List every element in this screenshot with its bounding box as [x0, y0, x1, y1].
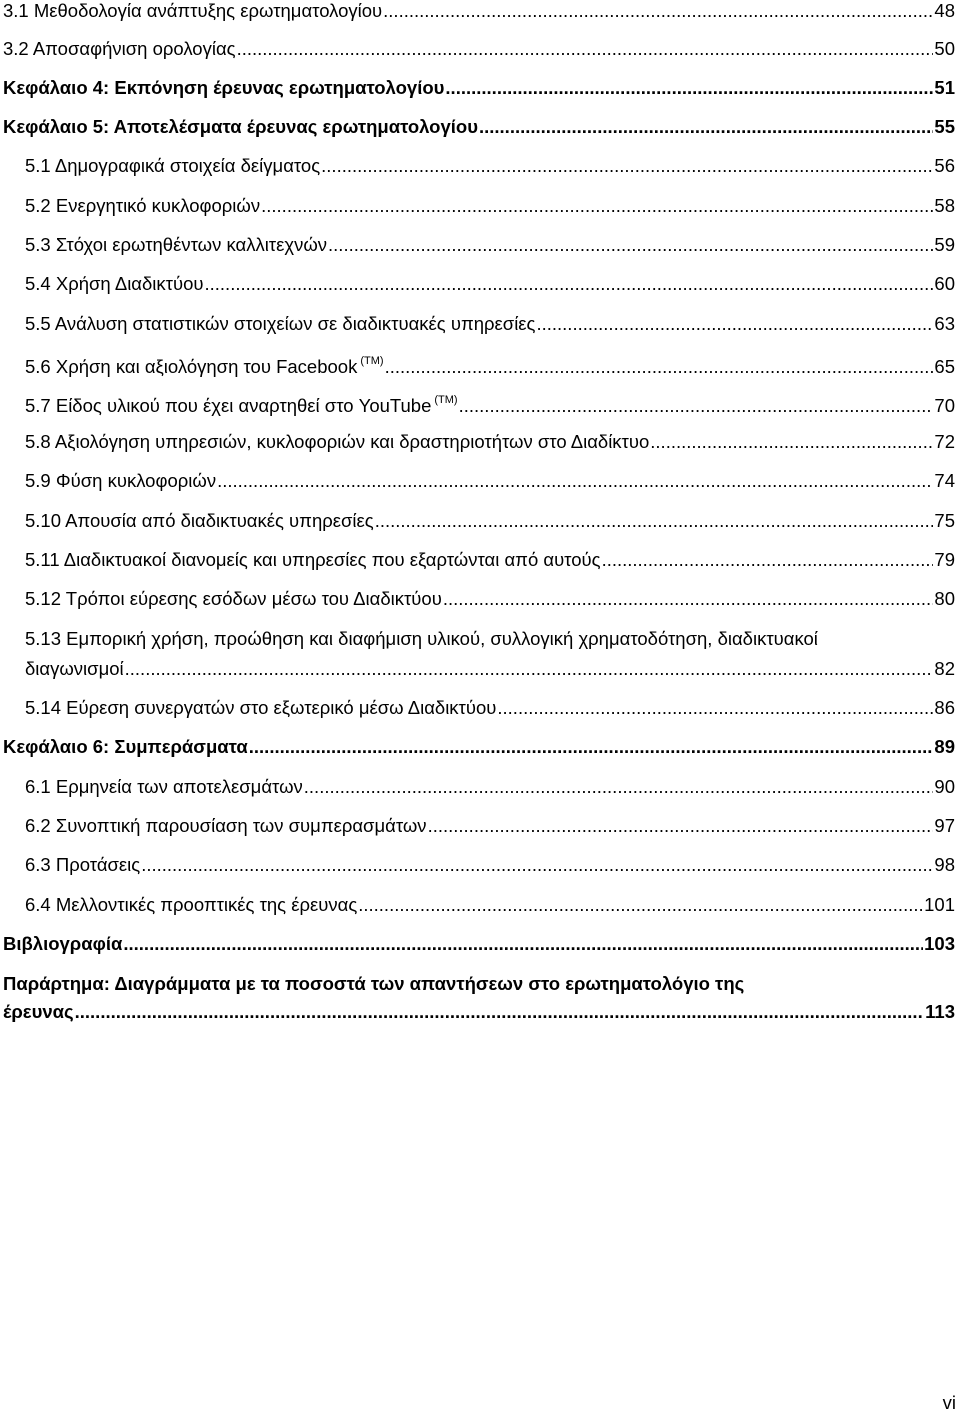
dot-leader — [428, 815, 934, 837]
toc-entry-title: 5.5 Ανάλυση στατιστικών στοιχείων σε διαδικτυακές υπηρεσίες — [25, 313, 536, 334]
dot-leader — [443, 588, 934, 610]
toc-entry-title: 6.3 Προτάσεις — [25, 854, 141, 875]
toc-entry-page: 56 — [934, 155, 955, 176]
toc-entry[interactable] — [0, 776, 955, 798]
dot-leader — [205, 273, 934, 295]
dot-leader — [217, 470, 933, 492]
dot-leader — [536, 313, 933, 335]
toc-entry-chapter-multiline[interactable] — [0, 973, 955, 1023]
toc-entry-page: 60 — [934, 273, 955, 294]
toc-entry-title — [25, 352, 384, 378]
toc-entry-chapter[interactable] — [0, 77, 955, 99]
toc-entry-page: 74 — [934, 470, 955, 491]
toc-entry-title-line1: 5.13 Εμπορική χρήση, προώθηση και διαφήμιση υλικού, συλλογική χρηματοδότηση, διαδικτυακοί — [25, 628, 818, 649]
toc-entry-title: 5.2 Ενεργητικό κυκλοφοριών — [25, 195, 261, 216]
toc-entry[interactable] — [0, 470, 955, 492]
dot-leader — [328, 234, 933, 256]
toc-entry-title — [25, 391, 458, 417]
toc-entry[interactable] — [0, 38, 955, 60]
toc-entry[interactable] — [0, 234, 955, 256]
toc-entry[interactable] — [0, 155, 955, 177]
dot-leader — [479, 116, 933, 138]
toc-entry[interactable] — [0, 894, 955, 916]
toc-entry-page: 59 — [934, 234, 955, 255]
dot-leader — [497, 697, 933, 719]
toc-entry-title: 5.1 Δημογραφικά στοιχεία δείγματος — [25, 155, 321, 176]
toc-entry-title-text: 5.6 Χρήση και αξιολόγηση του Facebook — [25, 356, 358, 378]
dot-leader — [459, 395, 934, 417]
toc-entry-title: Βιβλιογραφία — [3, 933, 123, 954]
toc-entry-page: 75 — [934, 510, 955, 531]
toc-entry-page: 79 — [934, 549, 955, 570]
dot-leader — [358, 894, 923, 916]
dot-leader — [650, 431, 933, 453]
toc-entry-page: 55 — [934, 116, 955, 137]
toc-entry-title: 6.4 Μελλοντικές προοπτικές της έρευνας — [25, 894, 358, 915]
toc-entry-page: 113 — [925, 1001, 955, 1022]
dot-leader — [123, 933, 923, 955]
toc-entry-title: Κεφάλαιο 6: Συμπεράσματα — [3, 736, 248, 757]
toc-entry-title: 6.1 Ερμηνεία των αποτελεσμάτων — [25, 776, 303, 797]
dot-leader — [321, 155, 933, 177]
toc-entry-title-line1: Παράρτημα: Διαγράμματα με τα ποσοστά των απαντήσεων στο ερωτηματολόγιο της — [3, 973, 745, 994]
toc-entry[interactable] — [0, 697, 955, 719]
toc-entry-page: 82 — [934, 658, 955, 679]
toc-entry-title: 3.2 Αποσαφήνιση ορολογίας — [3, 38, 236, 59]
toc-entry-chapter[interactable] — [0, 933, 955, 955]
toc-entry-page: 89 — [934, 736, 955, 757]
toc-entry-chapter[interactable] — [0, 736, 955, 758]
toc-entry-page: 51 — [934, 77, 955, 98]
toc-entry-page: 80 — [934, 588, 955, 609]
dot-leader — [383, 0, 933, 22]
toc-entry-page: 72 — [934, 431, 955, 452]
dot-leader — [445, 77, 933, 99]
toc-entry[interactable] — [0, 0, 955, 22]
dot-leader — [75, 1001, 925, 1023]
toc-entry-page: 65 — [934, 356, 955, 378]
toc-entry-page: 63 — [934, 313, 955, 334]
toc-entry[interactable] — [0, 588, 955, 610]
dot-leader — [261, 195, 933, 217]
toc-entry[interactable] — [0, 273, 955, 295]
toc-entry-page: 97 — [934, 815, 955, 836]
toc-entry-page: 103 — [924, 933, 955, 954]
toc-entry[interactable] — [0, 854, 955, 876]
toc-entry-page: 98 — [934, 854, 955, 875]
dot-leader — [304, 776, 934, 798]
toc-entry[interactable] — [0, 391, 955, 417]
toc-entry-title: Κεφάλαιο 4: Εκπόνηση έρευνας ερωτηματολογίου — [3, 77, 445, 98]
toc-entry-title: 5.10 Απουσία από διαδικτυακές υπηρεσίες — [25, 510, 374, 531]
toc-entry-title: 5.4 Χρήση Διαδικτύου — [25, 273, 204, 294]
toc-entry-title-line2: έρευνας — [3, 1001, 74, 1022]
toc-entry-page: 90 — [934, 776, 955, 797]
toc-entry-title: 5.9 Φύση κυκλοφοριών — [25, 470, 217, 491]
trademark-mark: (TM) — [434, 394, 458, 406]
toc-entry-title-line2: διαγωνισμοί — [25, 658, 124, 679]
toc-entry-page: 70 — [934, 395, 955, 417]
toc-entry-multiline[interactable] — [0, 628, 955, 680]
toc-entry-title: 5.3 Στόχοι ερωτηθέντων καλλιτεχνών — [25, 234, 328, 255]
dot-leader — [237, 38, 934, 60]
toc-entry[interactable] — [0, 195, 955, 217]
toc-entry[interactable] — [0, 549, 955, 571]
toc-entry-title: 5.14 Εύρεση συνεργατών στο εξωτερικό μέσω Διαδικτύου — [25, 697, 497, 718]
toc-entry-title: 3.1 Μεθοδολογία ανάπτυξης ερωτηματολογίου — [3, 0, 383, 21]
dot-leader — [375, 510, 934, 532]
toc-entry[interactable] — [0, 510, 955, 532]
toc-entry-title-text: 5.7 Είδος υλικού που έχει αναρτηθεί στο YouTube — [25, 395, 432, 417]
dot-leader — [385, 356, 934, 378]
toc-entry-page: 86 — [934, 697, 955, 718]
toc-entry-title: 5.8 Αξιολόγηση υπηρεσιών, κυκλοφοριών και δραστηριοτήτων στο Διαδίκτυο — [25, 431, 650, 452]
toc-entry-page: 50 — [934, 38, 955, 59]
dot-leader — [125, 658, 934, 680]
toc-entry[interactable] — [0, 313, 955, 335]
toc-entry-title: 6.2 Συνοπτική παρουσίαση των συμπερασμάτων — [25, 815, 427, 836]
toc-entry[interactable] — [0, 352, 955, 378]
dot-leader — [602, 549, 934, 571]
toc-entry-title: Κεφάλαιο 5: Αποτελέσματα έρευνας ερωτηματολογίου — [3, 116, 478, 137]
trademark-mark: (TM) — [360, 355, 384, 367]
toc-entry-title: 5.12 Τρόποι εύρεσης εσόδων μέσω του Διαδικτύου — [25, 588, 442, 609]
toc-entry[interactable] — [0, 431, 955, 453]
toc-entry[interactable] — [0, 815, 955, 837]
dot-leader — [249, 736, 934, 758]
page-number: vi — [942, 1392, 956, 1413]
toc-entry-page: 48 — [934, 0, 955, 21]
dot-leader — [141, 854, 933, 876]
toc-entry-page: 58 — [934, 195, 955, 216]
toc-entry-page: 101 — [924, 894, 955, 915]
toc-entry-title: 5.11 Διαδικτυακοί διανομείς και υπηρεσίες που εξαρτώνται από αυτούς — [25, 549, 601, 570]
toc-entry-chapter[interactable] — [0, 116, 955, 138]
